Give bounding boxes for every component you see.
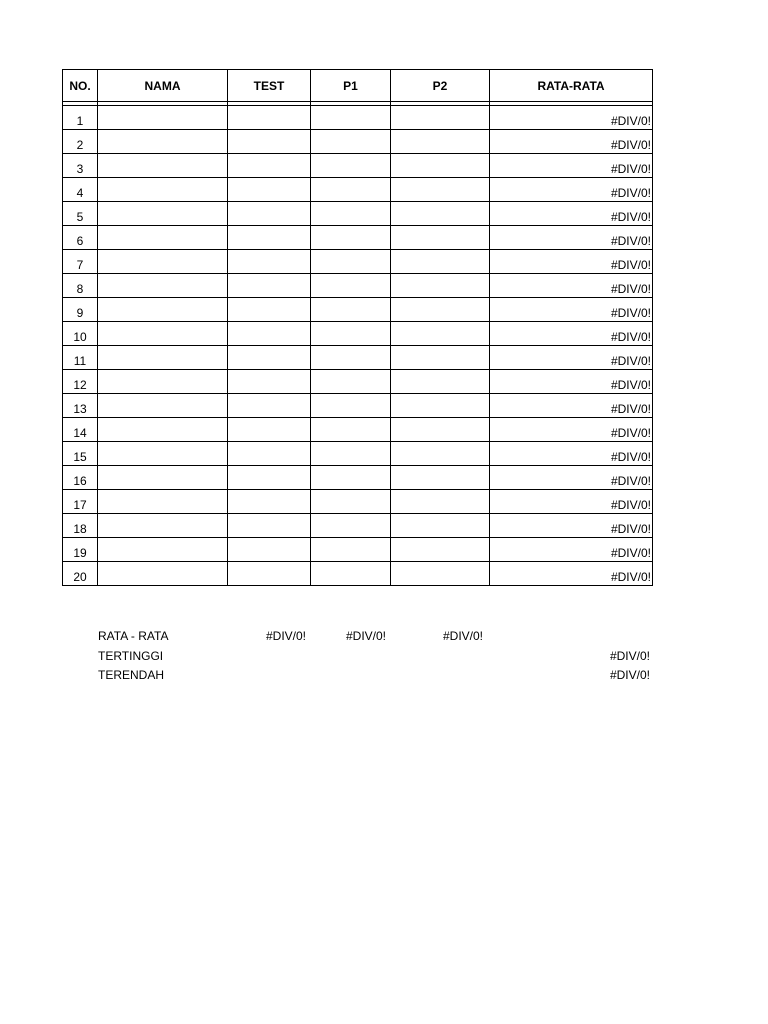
cell-rata-rata[interactable]: #DIV/0!: [490, 394, 653, 418]
header-nama[interactable]: NAMA: [98, 70, 228, 102]
summary-row-tertinggi: [62, 647, 652, 667]
cell-no[interactable]: 15: [63, 442, 98, 466]
cell-test[interactable]: [228, 106, 311, 130]
summary-row-terendah: [62, 666, 652, 686]
table-row: [63, 322, 653, 346]
table-body: [63, 106, 653, 586]
table-row: [63, 538, 653, 562]
cell-rata-rata[interactable]: #DIV/0!: [490, 178, 653, 202]
cell-p2[interactable]: [391, 178, 490, 202]
table-row: [63, 370, 653, 394]
cell-rata-rata[interactable]: #DIV/0!: [490, 298, 653, 322]
header-no[interactable]: NO.: [63, 70, 98, 102]
cell-p2[interactable]: [391, 274, 490, 298]
rata-rata-p1-value[interactable]: #DIV/0!: [346, 629, 387, 643]
cell-test[interactable]: [228, 154, 311, 178]
cell-nama[interactable]: [98, 514, 228, 538]
cell-p1[interactable]: [311, 322, 391, 346]
cell-p1[interactable]: [311, 250, 391, 274]
cell-test[interactable]: [228, 562, 311, 586]
cell-nama[interactable]: [98, 298, 228, 322]
cell-no[interactable]: 17: [63, 490, 98, 514]
summary-section: [62, 627, 652, 686]
cell-nama[interactable]: [98, 442, 228, 466]
cell-p2[interactable]: [391, 298, 490, 322]
cell-p2[interactable]: [391, 346, 490, 370]
cell-p1[interactable]: [311, 562, 391, 586]
score-table: [62, 69, 653, 586]
cell-no[interactable]: 10: [63, 322, 98, 346]
table-row: [63, 466, 653, 490]
terendah-value[interactable]: #DIV/0!: [609, 668, 650, 682]
cell-nama[interactable]: [98, 178, 228, 202]
cell-p2[interactable]: [391, 250, 490, 274]
header-rata-rata[interactable]: RATA-RATA: [490, 70, 653, 102]
cell-p1[interactable]: [311, 274, 391, 298]
cell-p1[interactable]: [311, 538, 391, 562]
cell-no[interactable]: 20: [63, 562, 98, 586]
cell-no[interactable]: 4: [63, 178, 98, 202]
cell-no[interactable]: 5: [63, 202, 98, 226]
cell-p2[interactable]: [391, 370, 490, 394]
header-test[interactable]: TEST: [228, 70, 311, 102]
table-row: [63, 394, 653, 418]
table-row: [63, 226, 653, 250]
table-row: [63, 418, 653, 442]
cell-no[interactable]: 13: [63, 394, 98, 418]
cell-p1[interactable]: [311, 418, 391, 442]
cell-nama[interactable]: [98, 226, 228, 250]
cell-p2[interactable]: [391, 106, 490, 130]
table-row: [63, 490, 653, 514]
cell-no[interactable]: 18: [63, 514, 98, 538]
cell-no[interactable]: 12: [63, 370, 98, 394]
cell-p2[interactable]: [391, 562, 490, 586]
cell-p1[interactable]: [311, 154, 391, 178]
tertinggi-value[interactable]: #DIV/0!: [609, 648, 650, 663]
table-row: [63, 442, 653, 466]
table-row: [63, 178, 653, 202]
table-row: [63, 298, 653, 322]
cell-p1[interactable]: [311, 514, 391, 538]
cell-p1[interactable]: [311, 370, 391, 394]
cell-p1[interactable]: [311, 202, 391, 226]
cell-nama[interactable]: [98, 154, 228, 178]
cell-p2[interactable]: [391, 538, 490, 562]
cell-test[interactable]: [228, 178, 311, 202]
cell-no[interactable]: 19: [63, 538, 98, 562]
cell-test[interactable]: [228, 514, 311, 538]
cell-test[interactable]: [228, 274, 311, 298]
tertinggi-label[interactable]: TERTINGGI: [98, 648, 164, 663]
cell-p1[interactable]: [311, 298, 391, 322]
cell-nama[interactable]: [98, 538, 228, 562]
cell-nama[interactable]: [98, 202, 228, 226]
cell-nama[interactable]: [98, 250, 228, 274]
cell-test[interactable]: [228, 394, 311, 418]
cell-no[interactable]: 11: [63, 346, 98, 370]
cell-p2[interactable]: [391, 322, 490, 346]
cell-nama[interactable]: [98, 130, 228, 154]
cell-test[interactable]: [228, 202, 311, 226]
cell-p2[interactable]: [391, 442, 490, 466]
cell-rata-rata[interactable]: #DIV/0!: [490, 202, 653, 226]
cell-p1[interactable]: [311, 130, 391, 154]
cell-no[interactable]: 6: [63, 226, 98, 250]
cell-test[interactable]: [228, 418, 311, 442]
cell-nama[interactable]: [98, 322, 228, 346]
cell-nama[interactable]: [98, 370, 228, 394]
cell-no[interactable]: 14: [63, 418, 98, 442]
cell-test[interactable]: [228, 442, 311, 466]
table-row: [63, 250, 653, 274]
cell-test[interactable]: [228, 250, 311, 274]
cell-nama[interactable]: [98, 490, 228, 514]
table-row: [63, 106, 653, 130]
cell-test[interactable]: [228, 538, 311, 562]
cell-test[interactable]: [228, 466, 311, 490]
terendah-label[interactable]: TERENDAH: [98, 668, 165, 682]
cell-rata-rata[interactable]: #DIV/0!: [490, 346, 653, 370]
cell-test[interactable]: [228, 490, 311, 514]
cell-nama[interactable]: [98, 466, 228, 490]
cell-rata-rata[interactable]: #DIV/0!: [490, 250, 653, 274]
cell-no[interactable]: 16: [63, 466, 98, 490]
cell-nama[interactable]: [98, 394, 228, 418]
cell-nama[interactable]: [98, 274, 228, 298]
cell-p1[interactable]: [311, 394, 391, 418]
cell-rata-rata[interactable]: #DIV/0!: [490, 106, 653, 130]
cell-rata-rata[interactable]: #DIV/0!: [490, 490, 653, 514]
table-row: [63, 562, 653, 586]
cell-p2[interactable]: [391, 490, 490, 514]
cell-no[interactable]: 3: [63, 154, 98, 178]
rata-rata-test-value[interactable]: #DIV/0!: [266, 629, 307, 643]
cell-rata-rata[interactable]: #DIV/0!: [490, 466, 653, 490]
cell-nama[interactable]: [98, 346, 228, 370]
cell-no[interactable]: 2: [63, 130, 98, 154]
cell-rata-rata[interactable]: #DIV/0!: [490, 274, 653, 298]
cell-nama[interactable]: [98, 106, 228, 130]
cell-p2[interactable]: [391, 202, 490, 226]
cell-p2[interactable]: [391, 130, 490, 154]
cell-rata-rata[interactable]: #DIV/0!: [490, 562, 653, 586]
header-row: [63, 70, 653, 102]
cell-p2[interactable]: [391, 154, 490, 178]
cell-p2[interactable]: [391, 466, 490, 490]
table-row: [63, 202, 653, 226]
cell-rata-rata[interactable]: #DIV/0!: [490, 130, 653, 154]
cell-rata-rata[interactable]: #DIV/0!: [490, 514, 653, 538]
rata-rata-label[interactable]: RATA - RATA: [98, 629, 169, 643]
cell-rata-rata[interactable]: #DIV/0!: [490, 322, 653, 346]
cell-test[interactable]: [228, 298, 311, 322]
cell-nama[interactable]: [98, 418, 228, 442]
rata-rata-p2-value[interactable]: #DIV/0!: [443, 629, 484, 643]
cell-no[interactable]: 7: [63, 250, 98, 274]
table-row: [63, 346, 653, 370]
cell-no[interactable]: 9: [63, 298, 98, 322]
cell-p1[interactable]: [311, 226, 391, 250]
cell-p2[interactable]: [391, 514, 490, 538]
table-row: [63, 514, 653, 538]
cell-p1[interactable]: [311, 442, 391, 466]
cell-test[interactable]: [228, 130, 311, 154]
header-p2[interactable]: P2: [391, 70, 490, 102]
cell-nama[interactable]: [98, 562, 228, 586]
cell-p1[interactable]: [311, 490, 391, 514]
header-p1[interactable]: P1: [311, 70, 391, 102]
cell-rata-rata[interactable]: #DIV/0!: [490, 370, 653, 394]
cell-rata-rata[interactable]: #DIV/0!: [490, 418, 653, 442]
table-row: [63, 274, 653, 298]
summary-row-rata-rata: [62, 627, 652, 647]
cell-test[interactable]: [228, 226, 311, 250]
cell-p1[interactable]: [311, 466, 391, 490]
cell-test[interactable]: [228, 346, 311, 370]
cell-no[interactable]: 8: [63, 274, 98, 298]
cell-rata-rata[interactable]: #DIV/0!: [490, 226, 653, 250]
cell-p1[interactable]: [311, 346, 391, 370]
cell-rata-rata[interactable]: #DIV/0!: [490, 154, 653, 178]
cell-rata-rata[interactable]: #DIV/0!: [490, 538, 653, 562]
table-row: [63, 130, 653, 154]
cell-p2[interactable]: [391, 394, 490, 418]
cell-p2[interactable]: [391, 418, 490, 442]
cell-p1[interactable]: [311, 178, 391, 202]
cell-no[interactable]: 1: [63, 106, 98, 130]
table-row: [63, 154, 653, 178]
cell-p2[interactable]: [391, 226, 490, 250]
cell-test[interactable]: [228, 322, 311, 346]
cell-rata-rata[interactable]: #DIV/0!: [490, 442, 653, 466]
cell-p1[interactable]: [311, 106, 391, 130]
cell-test[interactable]: [228, 370, 311, 394]
